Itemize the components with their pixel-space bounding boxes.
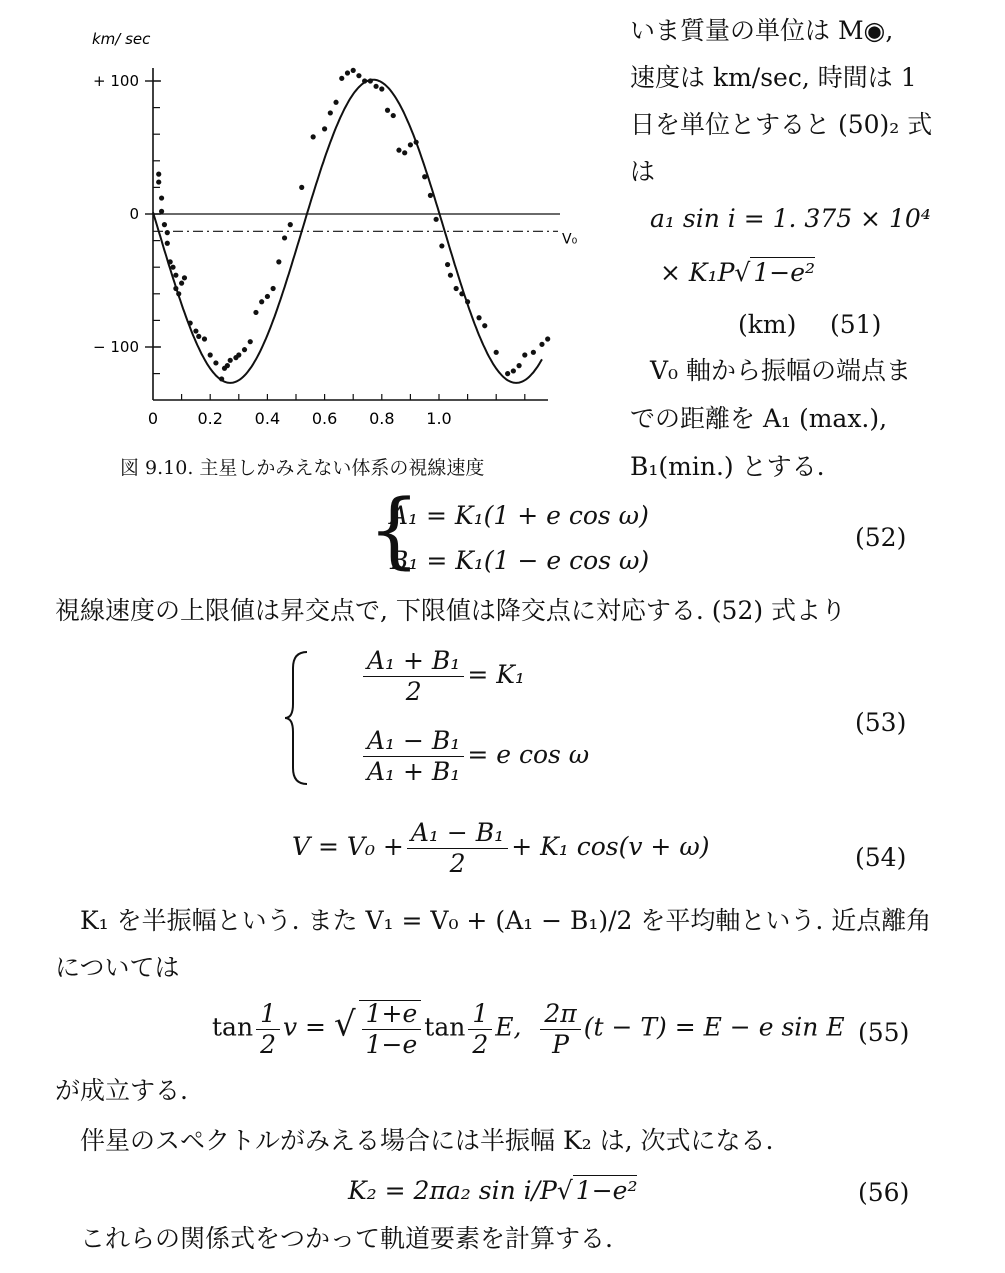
eq53-line-a [360,648,525,705]
data-point [522,352,527,357]
x-tick-label: 0.8 [369,409,395,428]
paragraph-2-cont: については [55,953,180,982]
data-point [156,179,161,184]
eq55-E: E, [495,1012,522,1042]
data-point [494,350,499,355]
data-point [311,134,316,139]
data-point [276,259,281,264]
data-point [454,286,459,291]
data-point [188,320,193,325]
v0-label: V₀ [562,231,578,248]
data-point [385,108,390,113]
eq51-line-b [660,260,815,285]
eq56 [348,1178,637,1203]
data-point [288,222,293,227]
data-point [356,73,361,78]
data-point [408,142,413,147]
data-point [445,262,450,267]
eq51-root: 1−e² [750,257,815,287]
eq55-rhs: (t − T) = E − e sin E [583,1012,845,1042]
data-point [271,286,276,291]
paragraph-5: これらの関係式をつかって軌道要素を計算する. [80,1224,613,1253]
eq51-unit: (km) [738,310,797,339]
data-point [165,230,170,235]
eq51-number: (51) [830,310,882,339]
data-point [162,222,167,227]
chart-ticks [93,72,525,428]
data-point [465,299,470,304]
eq56-lhs: K₂ = 2πa₂ sin i/P√ [348,1176,573,1205]
data-point [391,113,396,118]
data-point [545,336,550,341]
data-point [253,310,258,315]
data-point [333,100,338,105]
eq55-half2: $\frac{1}{2}$ [468,1001,492,1058]
right-line-6: での距離を A₁ (max.), [630,404,888,433]
data-point [173,286,178,291]
paragraph-3: が成立する. [55,1076,188,1105]
data-point [196,334,201,339]
eq52-line-a: A₁ = K₁(1 + e cos ω) [390,501,649,530]
data-point [299,185,304,190]
eq53-brace [283,648,313,788]
eq55-2pi: $\frac{2\pi}{P}$ [540,1001,580,1058]
data-point [339,76,344,81]
x-tick-label: 0.6 [311,409,338,428]
paragraph-2: K₁ を半振幅という. また V₁ = V₀ + (A₁ − B₁)/2 を平均軸という. 近点離角 [80,906,932,935]
eq52-brace: { [368,483,421,578]
paragraph-4: 伴星のスペクトルがみえる場合には半振幅 K₂ は, 次式になる. [80,1126,774,1155]
data-point [179,281,184,286]
data-point [159,195,164,200]
data-point [362,78,367,83]
data-point [373,84,378,89]
data-point [236,352,241,357]
eq53-frac-a: $\frac{\text{A₁ + B₁}}{2}$ [363,648,464,705]
radial-velocity-chart [80,20,580,430]
eq56-number: (56) [858,1178,910,1207]
data-point [242,347,247,352]
y-tick-label: − 100 [93,338,139,356]
x-tick-label: 0 [147,409,159,428]
data-point [379,86,384,91]
eq55-half: $\frac{1}{2}$ [256,1001,280,1058]
y-tick-label: + 100 [93,72,139,90]
data-point [414,140,419,145]
data-point [173,273,178,278]
eq55-number: (55) [858,1018,910,1047]
eq53-rhs-a: = K₁ [467,660,525,689]
figure-caption: 図 9.10. 主星しかみえない体系の視線速度 [120,457,485,479]
chart-points [156,68,550,382]
chart-axes [153,68,548,400]
data-point [322,126,327,131]
data-point [434,217,439,222]
eq52-number: (52) [855,523,907,552]
right-line-3: 日を単位とすると (50)₂ 式 [630,110,933,139]
eq51-line-a: a₁ sin i = 1. 375 × 10⁴ [650,204,931,233]
eq51-prefix: × K₁P√ [660,258,751,287]
eq53-frac-b: $\frac{\text{A₁ − B₁}}{\text{A₁ + B₁}}$ [363,728,464,785]
right-line-4: は [630,157,656,186]
eq55-root-frac: $\frac{1+e}{1-e}$ [359,1000,422,1058]
eq55-tan: tan [212,1012,254,1042]
data-point [159,209,164,214]
data-point [182,275,187,280]
data-point [476,315,481,320]
data-point [265,294,270,299]
data-point [428,193,433,198]
eq55 [212,1000,845,1058]
right-line-5: V₀ 軸から振幅の端点ま [650,356,912,385]
data-point [213,360,218,365]
data-point [202,336,207,341]
data-point [176,291,181,296]
data-point [539,342,544,347]
data-point [328,110,333,115]
y-axis-label: km/ sec [92,30,151,48]
eq54-rhs: + K₁ cos(v + ω) [511,832,710,861]
eq53-line-b [360,728,589,785]
eq52-line-b: B₁ = K₁(1 − e cos ω) [390,546,650,575]
eq53-rhs-b: = e cos ω [467,740,590,769]
data-point [219,376,224,381]
x-tick-label: 0.2 [197,409,223,428]
data-point [208,352,213,357]
data-point [156,172,161,177]
chart-lines [153,80,578,383]
right-line-1: いま質量の単位は M◉, [630,16,894,45]
data-point [511,368,516,373]
data-point [459,291,464,296]
data-point [168,259,173,264]
right-line-2: 速度は km/sec, 時間は 1 [630,63,917,92]
data-point [351,68,356,73]
data-point [345,70,350,75]
data-point [170,265,175,270]
data-point [225,363,230,368]
eq54-lhs: V = V₀ + [292,832,404,861]
data-point [248,339,253,344]
data-point [402,150,407,155]
paragraph-1: 視線速度の上限値は昇交点で, 下限値は降交点に対応する. (52) 式より [55,596,847,625]
eq56-root: 1−e² [573,1175,638,1205]
data-point [259,299,264,304]
x-tick-label: 0.4 [254,409,281,428]
data-point [422,174,427,179]
x-tick-label: 1.0 [426,409,452,428]
eq54-frac: $\frac{\text{A₁ − B₁}}{2}$ [407,820,508,877]
eq54-number: (54) [855,843,907,872]
data-point [448,273,453,278]
eq54 [292,820,709,877]
eq55-v: v = [282,1012,326,1042]
data-point [282,235,287,240]
data-point [505,371,510,376]
data-point [368,78,373,83]
data-point [531,350,536,355]
right-line-7: B₁(min.) とする. [630,452,825,481]
y-tick-label: 0 [129,205,139,223]
data-point [228,358,233,363]
eq55-tan2: tan [424,1012,466,1042]
eq53-number: (53) [855,708,907,737]
data-point [396,148,401,153]
data-point [482,323,487,328]
data-point [165,241,170,246]
data-point [516,363,521,368]
eq55-sqrt: √ [333,1004,356,1045]
data-point [439,243,444,248]
data-point [193,328,198,333]
